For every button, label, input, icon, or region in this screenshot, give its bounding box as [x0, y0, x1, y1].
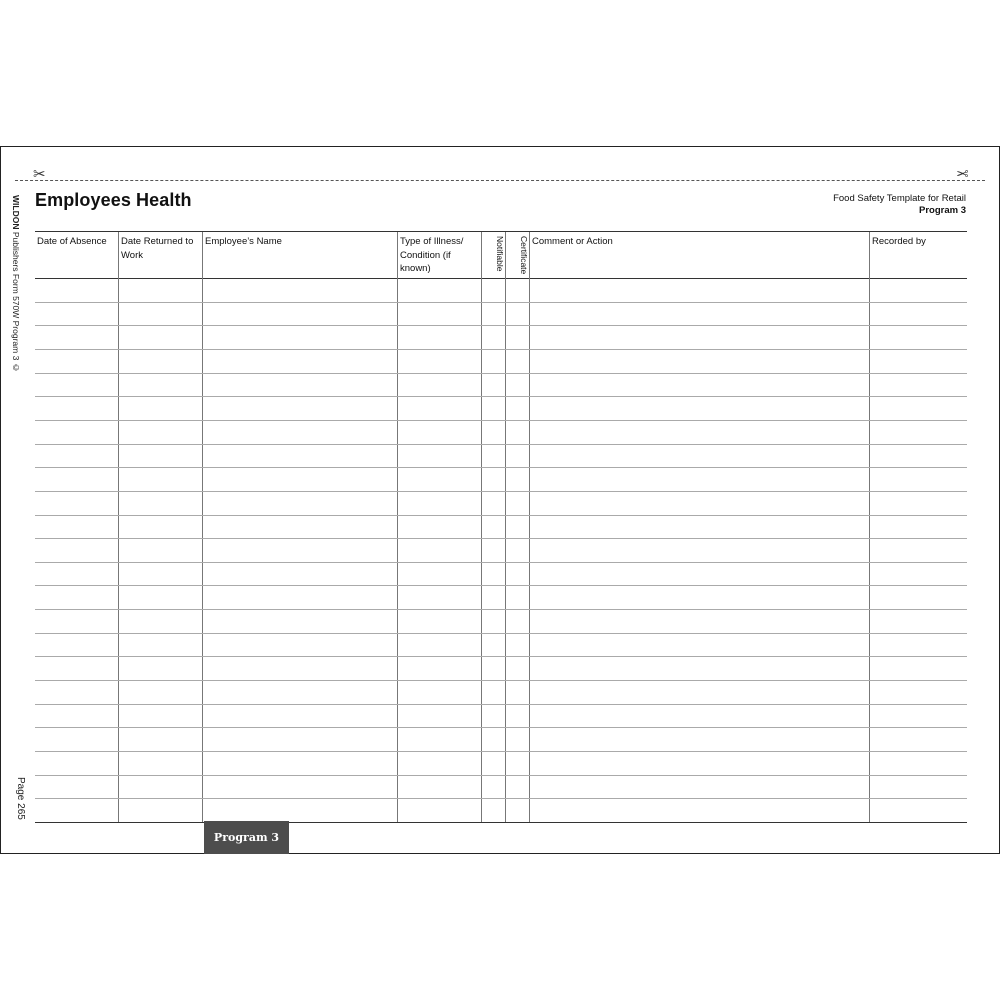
table-row	[35, 775, 967, 776]
col-notifiable: Notifiable	[495, 236, 505, 272]
health-log-table	[35, 231, 967, 823]
publisher-brand: WILDON	[11, 195, 21, 230]
col-certificate: Certificate	[519, 236, 529, 275]
table-row	[35, 467, 967, 468]
table-row	[35, 373, 967, 374]
table-header	[35, 232, 967, 279]
table-row	[35, 538, 967, 539]
form-sheet	[0, 146, 1000, 854]
table-row	[35, 325, 967, 326]
col-date-of-absence: Date of Absence	[37, 236, 107, 247]
table-row	[35, 798, 967, 799]
table-row	[35, 680, 967, 681]
table-row	[35, 562, 967, 563]
table-row	[35, 515, 967, 516]
cut-line	[15, 180, 985, 181]
page-number: Page 265	[15, 777, 26, 820]
table-row	[35, 491, 967, 492]
table-row	[35, 727, 967, 728]
col-date-returned: Date Returned to Work	[121, 236, 194, 261]
form-header-info	[833, 193, 966, 217]
table-row	[35, 420, 967, 421]
table-row	[35, 609, 967, 610]
page-title: Employees Health	[35, 190, 192, 210]
table-row	[35, 585, 967, 586]
template-name: Food Safety Template for Retail	[833, 193, 966, 204]
table-row	[35, 349, 967, 350]
publisher-imprint	[11, 195, 27, 373]
table-row	[35, 444, 967, 445]
col-type-of-illness: Type of Illness/ Condition (if known)	[400, 236, 464, 274]
col-comment-action: Comment or Action	[532, 236, 613, 247]
program-tab: Program 3	[204, 821, 289, 854]
table-row	[35, 396, 967, 397]
publisher-details: Publishers Form 570W Program 3 ©	[11, 229, 21, 373]
table-row	[35, 704, 967, 705]
table-row	[35, 751, 967, 752]
table-row	[35, 633, 967, 634]
col-employee-name: Employee’s Name	[205, 236, 282, 247]
program-label: Program 3	[919, 205, 966, 216]
scissors-icon: ✂	[956, 166, 969, 183]
table-row	[35, 302, 967, 303]
table-row	[35, 656, 967, 657]
col-recorded-by: Recorded by	[872, 236, 926, 247]
scissors-icon: ✂	[33, 166, 46, 183]
table-body	[35, 278, 967, 822]
